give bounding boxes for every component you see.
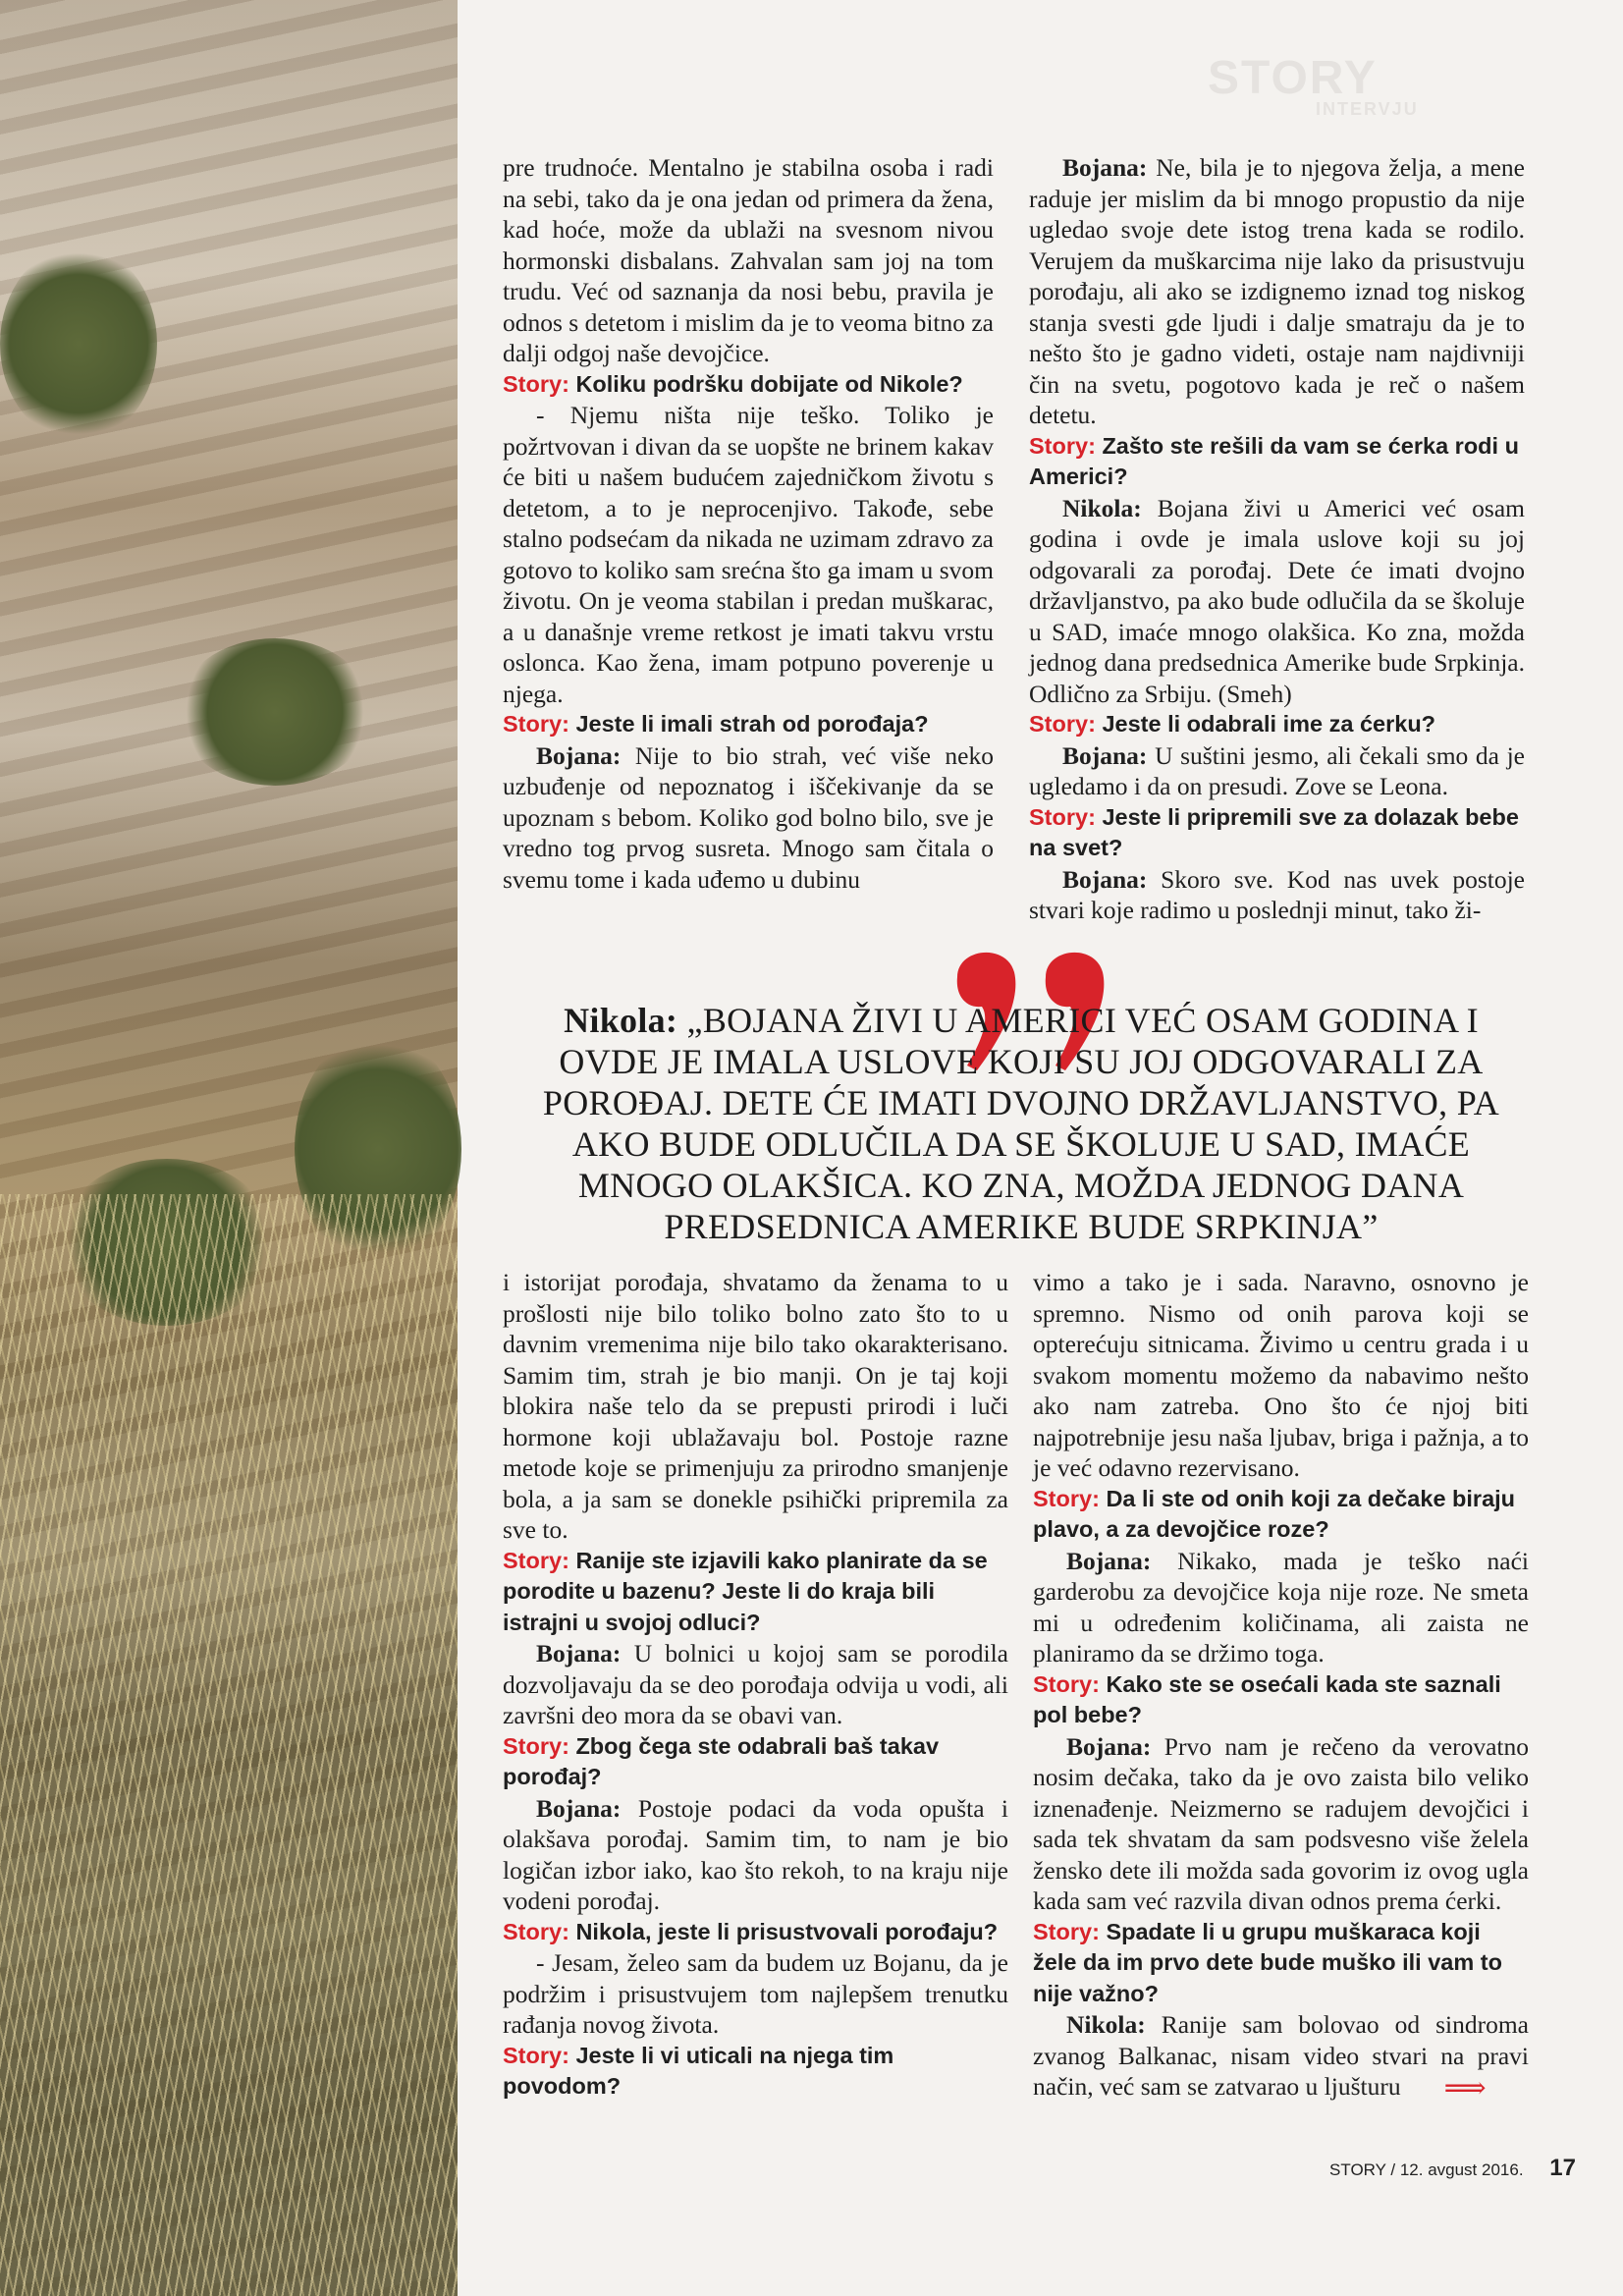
body-paragraph: pre trudnoće. Mentalno je stabilna osoba i radi na sebi, tako da je ona jedan od primera da žena, kad hoće, može da ublaži na svesnom nivou hormonski disbalans. Zahvalan sam joj na tom trudu. Već od saznanja da nosi bebu, pravila je odnos s detetom i mislim da je to veoma bitno za dalji odgoj naše devojčice. [503,153,995,367]
interview-answer [1029,740,1525,802]
story-tag: Story: [1033,1670,1100,1697]
article-column-4 [1033,1267,1529,2105]
story-tag: Story: [1029,803,1096,830]
section-header-faded: STORY INTERVJU [1208,52,1419,119]
speaker-name: Bojana: [536,1793,622,1823]
article-column-1 [503,152,994,895]
body-paragraph: i istorijat porođaja, shvatamo da ženama to u prošlosti nije bilo toliko bolno zato što to u davnim vremenima nije bilo tako okarakterisano. Samim tim, strah je bio manji. On je taj koji blokira naše telo da se prepusti prirodi i luči hormone koji ublažavaju bol. Postoje razne metode koje se primenjuju za prirodno smanjenje bola, a ja sam se donekle psihički pripremila za sve to. [503,1268,1008,1544]
body-paragraph: - Njemu ništa nije teško. Toliko je požrtvovan i divan da se uopšte ne brinem kakav će biti u našem budućem zajedničkom životu s detetom, a to je neprocenjivo. Takođe, sebe stalno podsećam da nikada ne uzimam zdravo za gotovo to koliko sam srećna što ga imam u svom životu. On je veoma stabilan i predan muškarac, a u današnje vreme retkost je imati takvu vrstu oslonca. Kao žena, imam potpuno poverenje u njega. [503,401,994,708]
story-tag: Story: [503,1918,569,1944]
interview-answer [1029,493,1525,710]
interview-question [1033,1669,1529,1731]
interview-answer [503,740,994,896]
interview-question [503,1546,1008,1639]
interview-answer [1029,152,1525,431]
interview-answer [1033,1546,1529,1669]
answer-text: Skoro sve. Kod nas uvek postoje stvari koje radimo u poslednji minut, tako ži- [1029,864,1525,924]
photo-grass [0,1194,458,2296]
page-footer [1329,2155,1576,2182]
interview-question [503,369,994,401]
speaker-name: Bojana: [1062,864,1148,894]
story-tag: Story: [503,1732,569,1759]
answer-text: U bolnici u kojoj sam se porodila dozvoljavaju da se deo porođaja odvija u vodi, ali završni deo mora da se obavi van. [503,1639,1008,1729]
answer-text: Nikako, mada je teško naći garderobu za devojčice koja nije roze. Ne smeta mi u određenim količinama, ali zaista ne planiramo da se držimo toga. [1033,1546,1529,1667]
background-photo [0,0,458,2296]
speaker-name: Bojana: [1062,740,1148,770]
question-text: Zbog čega ste odabrali baš takav porođaj? [503,1732,940,1789]
article-column-3 [503,1267,1008,2103]
body-paragraph: - Jesam, želeo sam da budem uz Bojanu, da je podržim i prisustvujem tom najlepšem trenutku rađanja novog života. [503,1948,1008,2039]
story-tag: Story: [1033,1918,1100,1944]
interview-answer [503,1638,1008,1731]
question-text: Jeste li vi uticali na njega tim povodom? [503,2042,894,2099]
speaker-name: Bojana: [536,1639,622,1667]
footer-issue: STORY / 12. avgust 2016. [1329,2160,1524,2179]
answer-text: Bojana živi u Americi već osam godina i ovde je imala uslove koji su joj odgovarali za porođaj. Dete će imati dvojno državljanstvo, pa ako bude odlučila da se školuje u SAD, imaće mnogo olakšica. Ko zna, možda jednog dana predsednica Amerike bude Srpkinja. Odlično za Srbiju. (Smeh) [1029,493,1526,708]
question-text: Jeste li imali strah od porođaja? [575,711,929,737]
interview-question [1033,1484,1529,1546]
interview-answer [1029,864,1525,926]
interview-question [503,709,994,740]
answer-text: Ne, bila je to njegova želja, a mene raduje jer mislim da bi mnogo propustio da nije ugledao svoje dete istog trena kada se rodilo. Verujem da muškarcima nije lako da prisustvuju porođaju, ali ako se izdignemo iznad tog niskog stanja svesti gde ljudi i dalje smatraju da je to nešto što je gadno videti, ostaje nam najdivniji čin na svetu, pogotovo kada je reč o našem detetu. [1029,153,1526,429]
pull-quote-text: „BOJANA ŽIVI U AMERICI VEĆ OSAM GODINA I OVDE JE IMALA USLOVE KOJI SU JOJ ODGOVARALI ZA POROĐAJ. DETE ĆE IMATI DVOJNO DRŽAVLJANSTVO, PA AKO BUDE ODLUČILA DA SE ŠKOLUJE U SAD, IMAĆE MNOGO OLAKŠICA. KO ZNA, MOŽDA JEDNOG DANA PREDSEDNICA AMERIKE BUDE SRPKINJA” [542,1001,1500,1246]
speaker-name: Nikola: [1062,493,1142,522]
page-number: 17 [1549,2155,1576,2181]
answer-text: Ranije sam bolovao od sindroma zvanog Balkanac, nisam video stvari na pravi način, već sam se zatvarao u ljušturu [1033,2010,1530,2101]
photo-bush [177,638,373,786]
interview-question [1029,802,1525,864]
story-tag: Story: [503,1547,569,1573]
interview-question [503,2041,1008,2103]
story-tag: Story: [1033,1485,1100,1511]
interview-answer [503,1793,1008,1917]
interview-answer [1033,1731,1529,1917]
interview-question [1029,709,1525,740]
interview-question [503,1731,1008,1793]
story-tag: Story: [503,370,569,397]
answer-text: Postoje podaci da voda opušta i olakšava porođaj. Samim tim, to nam je bio logičan izbor iako, kao što rekoh, to na kraju nije vodeni porođaj. [503,1793,1008,1915]
speaker-name: Bojana: [536,740,622,770]
speaker-name: Nikola: [1066,2010,1146,2039]
story-tag: Story: [503,2042,569,2068]
arrow-right-icon: ⟹ [1443,2072,1487,2105]
speaker-name: Bojana: [1066,1546,1152,1575]
question-text: Jeste li pripremili sve za dolazak bebe na svet? [1029,803,1519,860]
pull-quote-speaker: Nikola: [564,1001,678,1040]
interview-answer [1033,2009,1529,2105]
story-tag: Story: [503,711,569,737]
body-paragraph: vimo a tako je i sada. Naravno, osnovno je spremno. Nismo od onih parova koji se opterećuju sitnicama. Živimo u centru grada i u svakom momentu možemo da nabavimo nešto ako nam zatreba. Ono što će njoj biti najpotrebnije jesu naša ljubav, briga i pažnja, a to je već odavno rezervisano. [1033,1268,1529,1482]
answer-text: Prvo nam je rečeno da verovatno nosim dečaka, tako da je ovo zaista bilo veliko iznenađenje. Neizmerno se radujem devojčici i sada tek shvatam da sam podsvesno više želela žensko dete ili možda sada govorim iz ovog ugla kada sam već razvila divan odnos prema ćerki. [1033,1731,1529,1915]
question-text: Kako ste se osećali kada ste saznali pol bebe? [1033,1670,1501,1727]
photo-bush [0,246,157,442]
speaker-name: Bojana: [1062,153,1148,182]
interview-question [1033,1917,1529,2010]
answer-text: U suštini jesmo, ali čekali smo da je ugledamo i da on presudi. Zove se Leona. [1029,740,1525,800]
speaker-name: Bojana: [1066,1731,1152,1761]
answer-text: Nije to bio strah, već više neko uzbuđenje od nepoznatog i iščekivanje da se upoznam s bebom. Koliko god bolno bilo, sve je vredno tog prvog susreta. Mnogo sam čitala o svemu tome i kada uđemo u dubinu [503,740,995,894]
question-text: Koliku podršku dobijate od Nikole? [575,370,963,397]
pull-quote [511,1000,1532,1247]
question-text: Zašto ste rešili da vam se ćerka rodi u Americi? [1029,432,1519,489]
interview-question [1029,431,1525,493]
question-text: Nikola, jeste li prisustvovali porođaju? [575,1918,999,1944]
article-column-2 [1029,152,1525,926]
interview-question [503,1917,1008,1948]
question-text: Da li ste od onih koji za dečake biraju plavo, a za devojčice roze? [1033,1485,1516,1542]
story-tag: Story: [1029,432,1096,459]
question-text: Spadate li u grupu muškaraca koji žele da im prvo dete bude muško ili vam to nije važno? [1033,1918,1502,2006]
story-tag: Story: [1029,711,1096,737]
question-text: Jeste li odabrali ime za ćerku? [1102,711,1436,737]
question-text: Ranije ste izjavili kako planirate da se porodite u bazenu? Jeste li do kraja bili istrajni u svojoj odluci? [503,1547,988,1635]
